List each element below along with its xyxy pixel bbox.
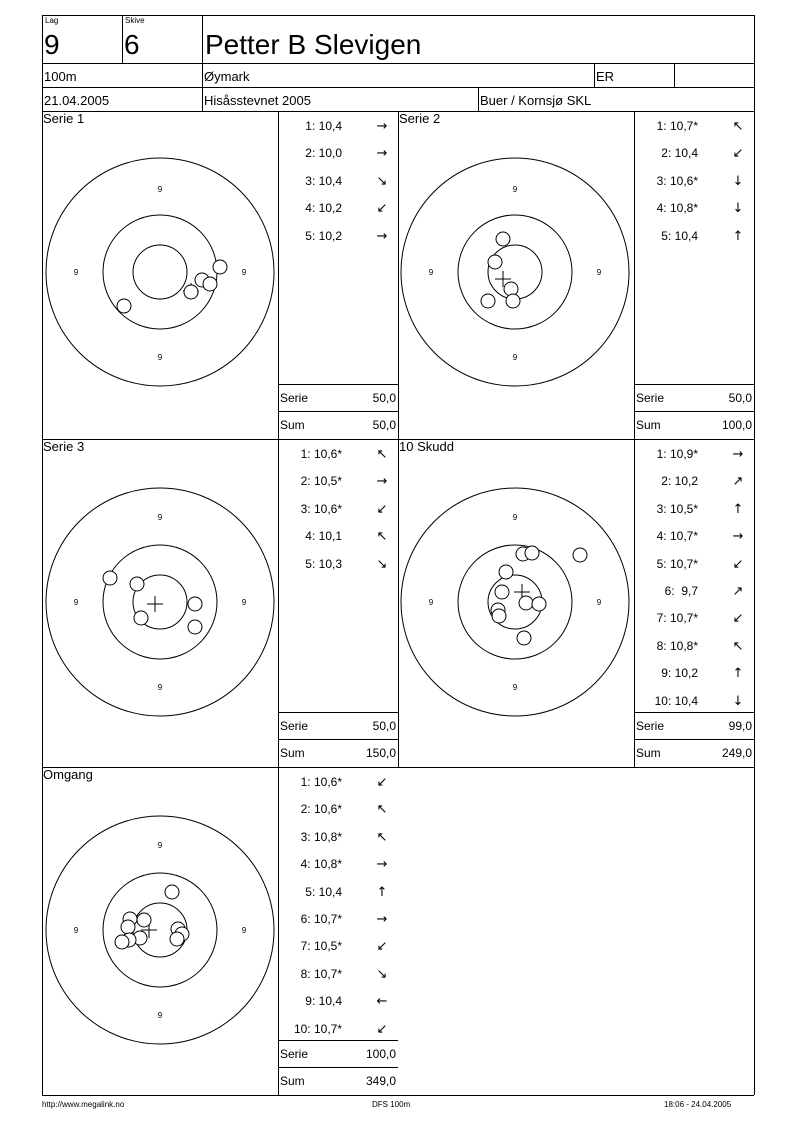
shot-value: 10,8* xyxy=(669,638,698,653)
shot-label-wrap xyxy=(638,639,698,653)
shot-row xyxy=(638,529,744,545)
shot-value: 10,7* xyxy=(313,966,342,981)
shot-label-wrap xyxy=(282,201,342,215)
distance: 100m xyxy=(44,69,77,84)
ring-label: 9 xyxy=(157,353,163,362)
shot-row xyxy=(282,146,388,162)
ring-label: 9 xyxy=(157,683,163,692)
direction-arrow-icon: ↖ xyxy=(376,829,388,845)
shot-value: 10,6* xyxy=(313,501,342,516)
shooter-class: ER xyxy=(596,69,615,84)
shot-value: 10,7* xyxy=(313,912,342,926)
shooter-name: Petter B Slevigen xyxy=(205,29,422,60)
shot-row xyxy=(638,146,744,162)
shot-label-wrap xyxy=(282,119,342,133)
shot-hole xyxy=(495,585,509,599)
shot-row xyxy=(638,666,744,682)
direction-arrow-icon: ↘ xyxy=(376,556,388,572)
panel-title-serie-2: Serie 2 xyxy=(399,111,441,126)
shot-value: 10,6* xyxy=(313,775,342,789)
shot-hole xyxy=(117,299,131,313)
shot-number: 2: xyxy=(661,146,672,161)
direction-arrow-icon: → xyxy=(376,857,388,873)
ring-label: 9 xyxy=(241,268,247,277)
shot-hole xyxy=(134,611,148,625)
ring-label: 9 xyxy=(428,268,434,277)
shot-value: 10,6* xyxy=(313,802,342,817)
shot-value: 9,7 xyxy=(677,584,698,598)
target-serie-3 xyxy=(43,440,278,767)
serie-value: 50,0 xyxy=(372,391,396,405)
shot-number: 1: xyxy=(305,119,316,133)
shot-number: 7: xyxy=(656,611,667,626)
shot-row xyxy=(282,1021,388,1037)
sum-value: 100,0 xyxy=(721,418,752,432)
shot-value: 10,0 xyxy=(318,146,342,161)
shot-label-wrap xyxy=(282,939,342,953)
panel-title-omgang: Omgang xyxy=(43,767,93,782)
shot-label-wrap xyxy=(638,611,698,625)
shot-label-wrap xyxy=(282,802,342,816)
shot-label-wrap xyxy=(282,229,342,243)
shot-label-wrap xyxy=(282,502,342,516)
center-mark xyxy=(147,596,163,612)
shot-value: 10,8* xyxy=(313,829,342,844)
shot-value: 10,2 xyxy=(318,201,342,216)
shot-label-wrap xyxy=(282,857,342,871)
shot-hole xyxy=(519,596,533,610)
sum-label: Sum xyxy=(636,418,661,432)
shot-number: 1: xyxy=(656,447,667,461)
ring-label: 9 xyxy=(241,926,247,935)
shot-value: 10,7* xyxy=(669,529,698,544)
shot-hole xyxy=(115,935,129,949)
direction-arrow-icon: ↘ xyxy=(376,966,388,982)
shot-number: 4: xyxy=(305,201,316,216)
shot-label-wrap xyxy=(282,474,342,488)
shot-row xyxy=(282,939,388,955)
shot-number: 3: xyxy=(300,501,311,516)
shot-number: 4: xyxy=(656,529,667,544)
shot-label-wrap xyxy=(638,146,698,160)
shot-label-wrap xyxy=(638,447,698,461)
shot-row xyxy=(638,474,744,490)
shot-number: 5: xyxy=(661,228,672,243)
shot-number: 8: xyxy=(656,638,667,653)
shot-number: 9: xyxy=(305,994,316,1009)
shot-hole xyxy=(188,597,202,611)
shot-label-wrap xyxy=(282,146,342,160)
shot-hole xyxy=(121,920,135,934)
shot-label-wrap xyxy=(638,584,698,598)
direction-arrow-icon: ↖ xyxy=(376,447,388,462)
serie-value: 50,0 xyxy=(372,719,396,733)
serie-label: Serie xyxy=(280,391,309,405)
direction-arrow-icon: ↓ xyxy=(732,201,744,217)
shot-hole xyxy=(184,285,198,299)
direction-arrow-icon: ↙ xyxy=(732,146,744,162)
panel-title-serie-3: Serie 3 xyxy=(43,439,85,454)
shot-value: 10,4 xyxy=(318,119,342,133)
shot-value: 10,8* xyxy=(669,201,698,216)
shot-row xyxy=(638,611,744,627)
shot-label-wrap xyxy=(638,694,698,708)
serie-label: Serie xyxy=(636,391,665,405)
shot-label-wrap xyxy=(638,557,698,571)
serie-value: 50,0 xyxy=(728,391,752,405)
footer-program: DFS 100m xyxy=(372,1100,411,1109)
direction-arrow-icon: → xyxy=(376,474,388,490)
shot-label-wrap xyxy=(282,885,342,899)
shot-hole xyxy=(130,577,144,591)
shot-row xyxy=(638,501,744,517)
serie-label: Serie xyxy=(636,719,665,733)
shot-label-wrap xyxy=(282,447,342,461)
shot-value: 10,4 xyxy=(674,228,698,243)
shot-row xyxy=(282,556,388,572)
shot-label-wrap xyxy=(638,529,698,543)
shot-label-wrap xyxy=(638,229,698,243)
direction-arrow-icon: ↗ xyxy=(732,584,744,599)
lag-value: 9 xyxy=(44,29,60,60)
shot-hole xyxy=(573,548,587,562)
shot-number: 2: xyxy=(300,474,311,489)
shot-number: 4: xyxy=(300,857,311,872)
target-serie-1 xyxy=(43,112,278,439)
direction-arrow-icon: ↑ xyxy=(732,501,744,517)
shot-value: 10,4 xyxy=(318,173,342,188)
direction-arrow-icon: ↙ xyxy=(376,501,388,517)
shot-number: 5: xyxy=(305,556,316,571)
ring-label: 9 xyxy=(157,1011,163,1020)
sum-value: 349,0 xyxy=(365,1074,396,1088)
shot-value: 10,4 xyxy=(674,693,698,708)
shot-label-wrap xyxy=(638,174,698,188)
direction-arrow-icon: ↖ xyxy=(732,119,744,134)
direction-arrow-icon: → xyxy=(376,119,388,134)
shot-number: 5: xyxy=(305,228,316,243)
sum-label: Sum xyxy=(280,746,305,760)
shot-number: 3: xyxy=(656,173,667,188)
shot-row xyxy=(282,829,388,845)
shot-label-wrap xyxy=(282,775,342,789)
shot-value: 10,7* xyxy=(669,119,698,133)
serie-label: Serie xyxy=(280,1047,309,1061)
direction-arrow-icon: ↑ xyxy=(732,228,744,244)
shot-value: 10,9* xyxy=(669,447,698,461)
shot-label-wrap xyxy=(638,119,698,133)
shot-label-wrap xyxy=(282,912,342,926)
ring-label: 9 xyxy=(596,598,602,607)
direction-arrow-icon: → xyxy=(376,912,388,927)
shot-row xyxy=(282,501,388,517)
shot-number: 3: xyxy=(300,829,311,844)
shot-row xyxy=(638,447,744,462)
shot-label-wrap xyxy=(282,557,342,571)
shot-number: 5: xyxy=(305,884,316,899)
ring-label: 9 xyxy=(512,185,518,194)
shot-number: 3: xyxy=(305,173,316,188)
shot-number: 4: xyxy=(305,529,316,544)
panel-title-serie-1: Serie 1 xyxy=(43,111,85,126)
shot-label-wrap xyxy=(282,1022,342,1036)
shot-value: 10,5* xyxy=(669,501,698,516)
shot-number: 10: xyxy=(654,693,672,708)
direction-arrow-icon: ↙ xyxy=(732,556,744,572)
shot-row xyxy=(282,775,388,790)
sum-label: Sum xyxy=(280,418,305,432)
shot-value: 10,4 xyxy=(674,146,698,161)
shot-row xyxy=(282,994,388,1010)
shot-number: 2: xyxy=(661,474,672,489)
shot-hole xyxy=(137,913,151,927)
sum-value: 249,0 xyxy=(721,746,752,760)
shot-number: 6: xyxy=(300,912,311,926)
shot-value: 10,6* xyxy=(669,173,698,188)
shot-hole xyxy=(165,885,179,899)
shot-value: 10,1 xyxy=(318,529,342,544)
sum-value: 150,0 xyxy=(365,746,396,760)
direction-arrow-icon: → xyxy=(732,447,744,462)
shot-row xyxy=(282,966,388,982)
footer-timestamp: 18:06 - 24.04.2005 xyxy=(664,1100,732,1109)
shot-number: 3: xyxy=(656,501,667,516)
ring-label: 9 xyxy=(157,185,163,194)
shot-value: 10,5* xyxy=(313,474,342,489)
shot-label-wrap xyxy=(638,201,698,215)
ring-label: 9 xyxy=(157,841,163,850)
ring-label: 9 xyxy=(512,683,518,692)
shot-value: 10,4 xyxy=(318,994,342,1009)
shot-value: 10,3 xyxy=(318,556,342,571)
ring-label: 9 xyxy=(73,598,79,607)
shot-label-wrap xyxy=(282,529,342,543)
shot-value: 10,6* xyxy=(313,447,342,461)
shot-value: 10,8* xyxy=(313,857,342,872)
direction-arrow-icon: ↙ xyxy=(732,611,744,627)
direction-arrow-icon: ↙ xyxy=(376,939,388,955)
ring-label: 9 xyxy=(157,513,163,522)
direction-arrow-icon: ↓ xyxy=(732,173,744,189)
shot-row xyxy=(282,447,388,462)
direction-arrow-icon: ↗ xyxy=(732,474,744,490)
direction-arrow-icon: ← xyxy=(376,994,388,1010)
panel-title-10-skudd: 10 Skudd xyxy=(399,439,454,454)
ring-label: 9 xyxy=(241,598,247,607)
shot-hole xyxy=(213,260,227,274)
footer-url: http://www.megalink.no xyxy=(42,1100,125,1109)
shot-label-wrap xyxy=(282,830,342,844)
shot-label-wrap xyxy=(638,666,698,680)
shot-hole xyxy=(525,546,539,560)
direction-arrow-icon: ↘ xyxy=(376,173,388,189)
shot-value: 10,7* xyxy=(313,1021,342,1036)
shot-row xyxy=(282,912,388,927)
serie-value: 100,0 xyxy=(365,1047,396,1061)
shot-hole xyxy=(481,294,495,308)
location: Øymark xyxy=(204,69,250,84)
target-10-skudd xyxy=(399,440,634,767)
ring-label: 9 xyxy=(512,513,518,522)
direction-arrow-icon: → xyxy=(732,529,744,545)
shot-hole xyxy=(499,565,513,579)
shot-row xyxy=(638,119,744,134)
shot-row xyxy=(282,228,388,244)
shot-number: 6: xyxy=(664,584,675,598)
ring-label: 9 xyxy=(596,268,602,277)
shot-hole xyxy=(488,255,502,269)
shot-hole xyxy=(203,277,217,291)
shot-row xyxy=(638,556,744,572)
shot-hole xyxy=(492,609,506,623)
direction-arrow-icon: ↑ xyxy=(732,666,744,682)
direction-arrow-icon: ↖ xyxy=(732,638,744,654)
shot-row xyxy=(638,201,744,217)
direction-arrow-icon: ↖ xyxy=(376,802,388,818)
shot-row xyxy=(282,802,388,818)
lag-label: Lag xyxy=(45,16,59,25)
shot-value: 10,2 xyxy=(318,228,342,243)
shot-row xyxy=(282,884,388,900)
shot-value: 10,2 xyxy=(674,474,698,489)
direction-arrow-icon: → xyxy=(376,228,388,244)
direction-arrow-icon: ↓ xyxy=(732,693,744,709)
sum-label: Sum xyxy=(636,746,661,760)
target-omgang xyxy=(43,768,278,1095)
shot-row xyxy=(282,474,388,490)
ring-label: 9 xyxy=(73,926,79,935)
shot-row xyxy=(638,228,744,244)
shot-label-wrap xyxy=(282,967,342,981)
shot-row xyxy=(282,119,388,134)
shot-hole xyxy=(496,232,510,246)
shot-number: 2: xyxy=(305,146,316,161)
shot-number: 9: xyxy=(661,666,672,681)
shot-row xyxy=(282,201,388,217)
shot-value: 10,5* xyxy=(313,939,342,954)
skive-label: Skive xyxy=(125,16,145,25)
skive-value: 6 xyxy=(124,29,140,60)
shot-label-wrap xyxy=(282,174,342,188)
shot-number: 1: xyxy=(300,775,311,789)
shot-row xyxy=(638,638,744,654)
direction-arrow-icon: ↖ xyxy=(376,529,388,545)
shot-number: 1: xyxy=(300,447,311,461)
shot-value: 10,7* xyxy=(669,556,698,571)
shot-number: 4: xyxy=(656,201,667,216)
shot-row xyxy=(638,693,744,709)
ring-label: 9 xyxy=(428,598,434,607)
shot-label-wrap xyxy=(638,474,698,488)
ring-label: 9 xyxy=(73,268,79,277)
shot-row xyxy=(282,529,388,545)
shot-number: 5: xyxy=(656,556,667,571)
shot-number: 1: xyxy=(656,119,667,133)
shot-hole xyxy=(103,571,117,585)
shot-hole xyxy=(506,294,520,308)
shot-hole xyxy=(188,620,202,634)
target-serie-2 xyxy=(399,112,634,439)
direction-arrow-icon: ↙ xyxy=(376,1021,388,1037)
shot-number: 2: xyxy=(300,802,311,817)
shot-label-wrap xyxy=(282,994,342,1008)
ring-label: 9 xyxy=(512,353,518,362)
shot-value: 10,2 xyxy=(674,666,698,681)
serie-value: 99,0 xyxy=(728,719,752,733)
sum-value: 50,0 xyxy=(372,418,396,432)
shot-number: 10: xyxy=(293,1021,311,1036)
shot-value: 10,4 xyxy=(318,884,342,899)
serie-label: Serie xyxy=(280,719,309,733)
shot-value: 10,7* xyxy=(669,611,698,626)
shot-hole xyxy=(532,597,546,611)
direction-arrow-icon: ↙ xyxy=(376,201,388,217)
shot-hole xyxy=(170,932,184,946)
shot-row xyxy=(638,584,744,599)
event-name: Hisåsstevnet 2005 xyxy=(204,93,311,108)
shot-row xyxy=(282,173,388,189)
shot-number: 7: xyxy=(300,939,311,954)
sum-label: Sum xyxy=(280,1074,305,1088)
club-name: Buer / Kornsjø SKL xyxy=(480,93,592,108)
shot-label-wrap xyxy=(638,502,698,516)
direction-arrow-icon: ↙ xyxy=(376,775,388,790)
date: 21.04.2005 xyxy=(44,93,110,108)
direction-arrow-icon: ↑ xyxy=(376,884,388,900)
shot-number: 8: xyxy=(300,966,311,981)
shot-hole xyxy=(517,631,531,645)
direction-arrow-icon: → xyxy=(376,146,388,162)
shot-row xyxy=(638,173,744,189)
shot-row xyxy=(282,857,388,873)
